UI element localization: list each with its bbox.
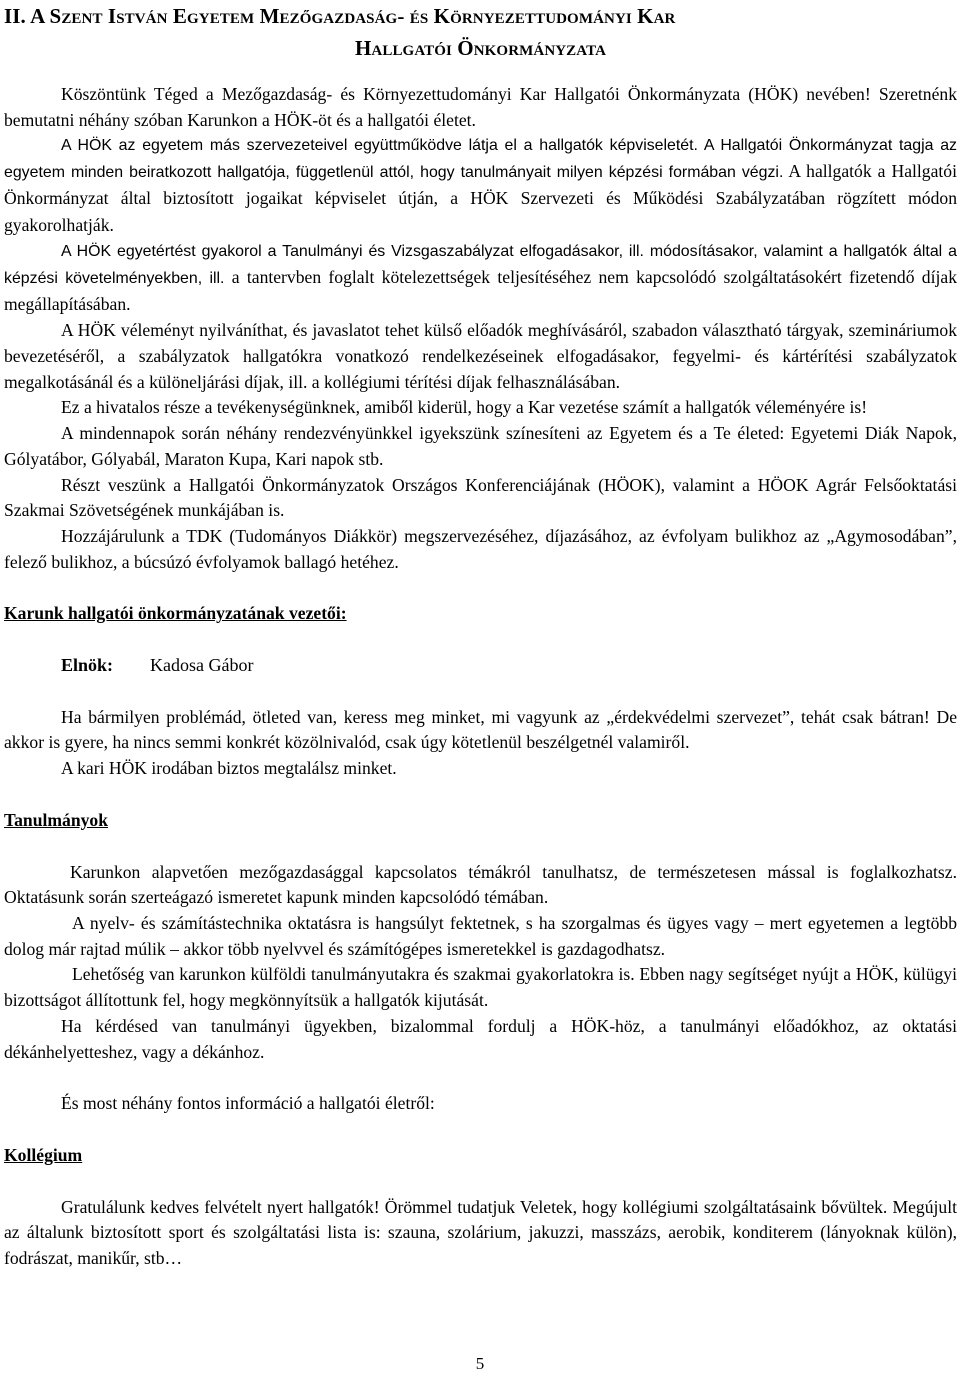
intro-paragraph-2 — [4, 133, 957, 239]
studies-paragraph-2: A nyelv- és számítástechnika oktatásra is hangsúlyt fektetnek, s ha szorgalmas és ügyes vagy – mert egyetemen a legtöbb dolog már rajtad múlik – akkor több nyelvvel és számítógépes ismeretekkel is gazdagodhatsz. — [4, 912, 957, 959]
intro-paragraph-5: Ez a hivatalos része a tevékenységünknek, amiből kiderül, hogy a Kar vezetése számít a hallgatók véleményére is! — [61, 397, 868, 418]
intro-paragraph-3b-text: a tantervben foglalt kötelezettségek teljesítéséhez nem kapcsolódó szolgáltatásokért fizetendő díjak megállapításában. — [4, 266, 957, 314]
intro-paragraph-2b-text: A hallgatók a Hallgatói Önkormányzat által biztosított jogaikat képviselet útján, a HÖK Szervezeti és Működési Szabályzatában rögzített módon gyakorolhatják. — [4, 161, 957, 235]
page-title — [4, 0, 957, 64]
studies-paragraph-3: Lehetőség van karunkon külföldi tanulmányutakra és szakmai gyakorlatokra is. Ebben nagy segítséget nyújt a HÖK, külügyi bizottságot állítottunk fel, hogy megkönnyítsük a hallgatók kijutását. — [4, 964, 957, 1011]
studies-heading: Tanulmányok — [4, 809, 108, 830]
president-label: Elnök: — [61, 655, 114, 676]
president-row — [4, 653, 957, 679]
document-page — [4, 0, 957, 1272]
dorm-heading: Kollégium — [4, 1144, 83, 1165]
leaders-paragraph-1: Ha bármilyen problémád, ötleted van, keress meg minket, mi vagyunk az „érdekvédelmi szervezet”, tehát csak bátran! De akkor is gyere, ha nincs semmi konkrét közölnivalód, csak úgy kötetlenül beszélgetnél valamiről. — [4, 706, 957, 753]
studies-paragraph-5: És most néhány fontos információ a hallgatói életről: — [61, 1093, 435, 1114]
title-line-2: Hallgatói Önkormányzata — [354, 36, 607, 60]
intro-paragraph-3-text: A HÖK egyetértést gyakorol a Tanulmányi és Vizsgaszabályzat elfogadásakor, ill. módosításakor, valamint a hallgatók által a képzési követelményekben, ill. — [4, 243, 957, 287]
intro-paragraph-2-text: A HÖK az egyetem más szervezeteivel együttműködve látja el a hallgatók képviseletét. A Hallgatói Önkormányzat tagja az egyetem minden beiratkozott hallgatója, függetlenül attól, hogy tanulmányait milyen képzési formában végzi. — [4, 137, 957, 182]
dorm-paragraph-1: Gratulálunk kedves felvételt nyert hallgatók! Örömmel tudatjuk Veletek, hogy kollégiumi szolgáltatásaink bővültek. Megújult az általunk biztosított sport és szolgáltatási lista is: szauna, szolárium, jakuzzi, masszázs, aerobik, konditerem (lányoknak külön), fodrászat, manikűr, stb… — [4, 1196, 957, 1269]
studies-paragraph-4: Ha kérdésed van tanulmányi ügyekben, bizalommal fordulj a HÖK-höz, a tanulmányi előadókhoz, az oktatási dékánhelyetteshez, vagy a dékánhoz. — [4, 1015, 957, 1062]
leaders-section — [4, 601, 957, 782]
intro-paragraph-1: Köszöntünk Téged a Mezőgazdaság- és Környezettudományi Kar Hallgatói Önkormányzata (HÖK) nevében! Szeretnénk bemutatni néhány szóban Karunkon a HÖK-öt és a hallgatói életet. — [4, 84, 957, 130]
studies-section — [4, 808, 957, 1117]
intro-paragraph-4: A HÖK véleményt nyilváníthat, és javaslatot tehet külső előadók meghívásáról, szabadon választható tárgyak, szemináriumok bevezetéséről, a szabályzatok hallgatókra vonatkozó rendelkezéseinek elfogadásakor, fegyelmi- és kártérítési szabályzatok megalkotásánál és a különeljárási díjak, ill. a kollégiumi térítési díjak felhasználásában. — [4, 320, 957, 392]
dorm-section — [4, 1143, 957, 1272]
page-number: 5 — [475, 1354, 485, 1373]
leaders-heading: Karunk hallgatói önkormányzatának vezetői: — [4, 603, 347, 624]
intro-paragraph-8: Hozzájárulunk a TDK (Tudományos Diákkör) megszervezéséhez, díjazásához, az évfolyam bulikhoz az „Agymosodában”, felező bulikhoz, a búcsúzó évfolyamok ballagó hetéhez. — [4, 525, 957, 572]
intro-section — [4, 82, 957, 575]
intro-paragraph-6: A mindennapok során néhány rendezvényünkkel igyekszünk színesíteni az Egyetem és a Te életed: Egyetemi Diák Napok, Gólyatábor, Gólyabál, Maraton Kupa, Kari napok stb. — [4, 423, 957, 469]
title-line-1: II. A Szent István Egyetem Mezőgazdaság- és Környezettudományi Kar — [4, 4, 676, 28]
intro-paragraph-7: Részt veszünk a Hallgatói Önkormányzatok Országos Konferenciájának (HÖOK), valamint a HÖOK Agrár Felsőoktatási Szakmai Szövetségének munkájában is. — [4, 474, 957, 521]
president-name: Kadosa Gábor — [150, 655, 254, 676]
studies-paragraph-1: Karunkon alapvetően mezőgazdasággal kapcsolatos témákról tanulhatsz, de természetesen mással is foglalkozhatsz. Oktatásunk során szerteágazó ismeretet kapunk minden kapcsolódó témában. — [4, 861, 957, 908]
leaders-paragraph-2: A kari HÖK irodában biztos megtalálsz minket. — [61, 758, 397, 779]
intro-paragraph-3 — [4, 239, 957, 318]
